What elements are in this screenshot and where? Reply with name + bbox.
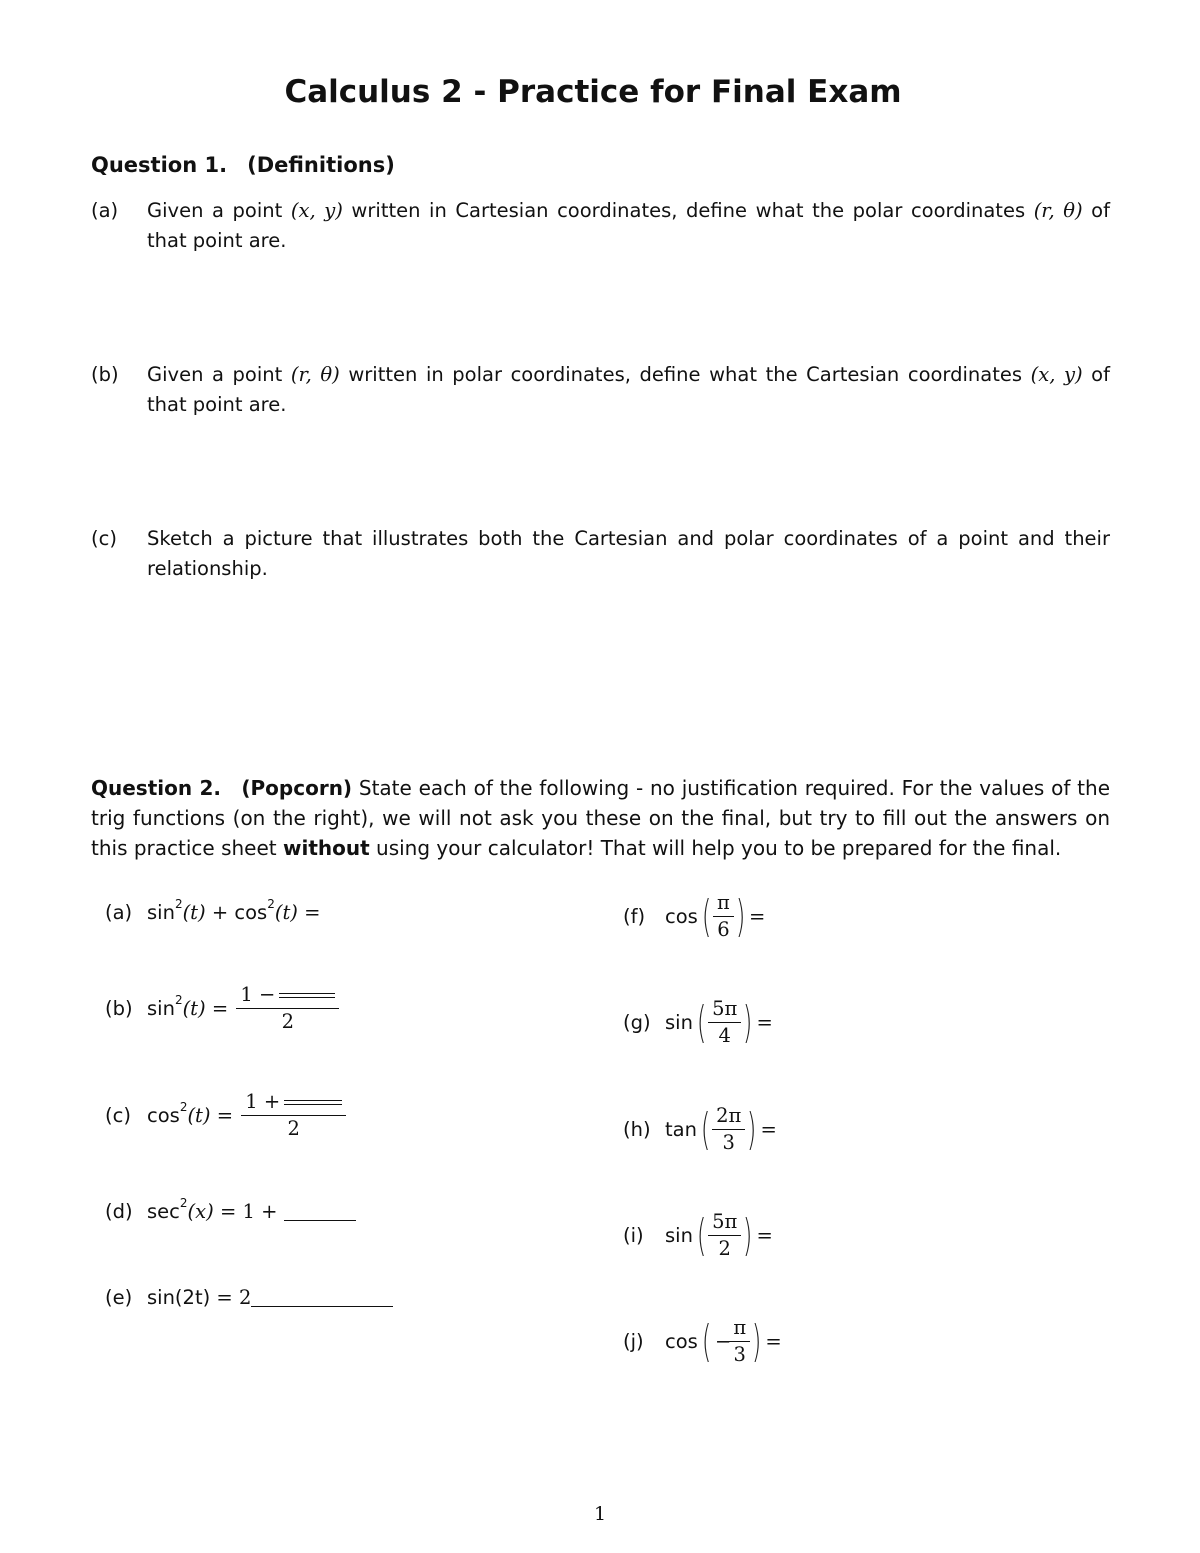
- equals-sign: =: [210, 1104, 240, 1127]
- question-2-intro: State each of the following - no justification required. For the values of the trig functions (on the right), we will not ask you these on the final, but try to fill out the answers on this practice sheet: [91, 776, 1110, 860]
- fn-name: cos: [665, 1330, 698, 1353]
- fraction-denominator: 3: [729, 1341, 750, 1366]
- left-paren: (: [701, 890, 712, 942]
- fraction-numerator: π: [716, 891, 730, 914]
- exponent: 2: [267, 896, 275, 911]
- equals-sign: =: [748, 905, 766, 928]
- equals-sign: =: [760, 1118, 777, 1141]
- item-label: (b): [105, 997, 133, 1020]
- question-1-heading: [91, 150, 395, 180]
- fraction: [731, 1317, 748, 1366]
- right-paren: ): [752, 1315, 762, 1367]
- q2-item-j: [623, 1317, 782, 1366]
- fn-arg: (x): [187, 1200, 214, 1223]
- item-label: (c): [105, 1104, 131, 1127]
- fraction-denominator: 3: [712, 1129, 745, 1154]
- fn-name: sin(2t): [147, 1286, 211, 1309]
- fraction: [714, 1105, 743, 1154]
- part-label: (a): [91, 199, 119, 222]
- q2-item-b: [105, 984, 341, 1033]
- page-number: 1: [593, 1503, 607, 1525]
- fraction: [238, 984, 337, 1033]
- item-label: (f): [623, 905, 646, 928]
- fraction-numerator: 2π: [716, 1104, 742, 1127]
- right-paren: ): [743, 1209, 753, 1261]
- item-label: (i): [623, 1224, 644, 1247]
- question-2-intro-bold: without: [282, 836, 370, 860]
- fraction-numerator: 1 +: [245, 1090, 281, 1113]
- fn-name: cos: [665, 905, 698, 928]
- fraction: [710, 998, 739, 1047]
- item-label: (h): [623, 1118, 651, 1141]
- answer-blank[interactable]: [251, 1302, 393, 1307]
- q2-item-g: [623, 998, 773, 1047]
- part-label: (c): [91, 527, 117, 550]
- part-text: of that point are.: [147, 199, 1110, 252]
- left-paren: (: [700, 1103, 711, 1155]
- fn-name: cos: [234, 901, 268, 924]
- fraction: [715, 892, 732, 941]
- fn-arg: (t): [182, 997, 206, 1020]
- question-2-heading: [91, 773, 1110, 863]
- fn-arg: (t): [182, 901, 206, 924]
- math-coord: (x, y): [290, 199, 343, 222]
- item-label: (g): [623, 1011, 651, 1034]
- fn-name: sin: [665, 1011, 693, 1034]
- answer-blank[interactable]: [284, 1100, 342, 1105]
- fn-name: sin: [665, 1224, 693, 1247]
- part-text: Given a point: [147, 199, 291, 222]
- fn-arg: (t): [187, 1104, 211, 1127]
- equals-sign: =: [765, 1330, 782, 1353]
- plus-sign: +: [205, 901, 235, 924]
- right-paren: ): [747, 1103, 757, 1155]
- part-text: written in polar coordinates, define what the Cartesian coordinates: [339, 363, 1031, 386]
- fn-name: sin: [147, 997, 175, 1020]
- fn-name: sec: [147, 1200, 180, 1223]
- part-text: Given a point: [147, 363, 291, 386]
- left-paren: (: [696, 996, 707, 1048]
- item-label: (e): [105, 1286, 133, 1309]
- exponent: 2: [174, 896, 183, 911]
- right-paren: ): [735, 890, 746, 942]
- fraction: [243, 1091, 344, 1140]
- fraction-numerator: 5π: [712, 1210, 738, 1233]
- fraction-denominator: 2: [241, 1115, 346, 1140]
- q2-item-h: [623, 1105, 777, 1154]
- q2-item-c: [105, 1091, 348, 1140]
- fraction: [710, 1211, 739, 1260]
- fn-name: cos: [147, 1104, 180, 1127]
- item-label: (a): [105, 901, 133, 924]
- question-1-topic: (Definitions): [247, 153, 395, 177]
- rhs-text: = 1 +: [213, 1200, 284, 1223]
- fraction-denominator: 4: [708, 1022, 741, 1047]
- rhs-text: = 2: [210, 1286, 252, 1309]
- math-coord: (r, θ): [290, 363, 340, 386]
- fraction-denominator: 6: [713, 916, 734, 941]
- right-paren: ): [743, 996, 753, 1048]
- fraction-denominator: 2: [708, 1235, 741, 1260]
- equals-sign: =: [205, 997, 235, 1020]
- q2-item-i: [623, 1211, 773, 1260]
- q2-item-e: [105, 1286, 393, 1309]
- fraction-numerator: 5π: [712, 997, 738, 1020]
- question-2-topic: (Popcorn): [241, 776, 353, 800]
- part-text: Sketch a picture that illustrates both the Cartesian and polar coordinates of a point and their relationship.: [147, 527, 1110, 580]
- exponent: 2: [174, 992, 183, 1007]
- question-2-label: Question 2.: [91, 776, 222, 800]
- left-paren: (: [696, 1209, 707, 1261]
- q2-item-d: [105, 1195, 356, 1223]
- part-text: written in Cartesian coordinates, define what the polar coordinates: [342, 199, 1034, 222]
- fraction-numerator: π: [733, 1316, 747, 1339]
- exponent: 2: [179, 1099, 188, 1114]
- part-label: (b): [91, 363, 119, 386]
- question-1-label: Question 1.: [91, 153, 228, 177]
- q2-item-f: [623, 892, 765, 941]
- q1-part-a: [91, 196, 1110, 258]
- fraction-denominator: 2: [236, 1008, 339, 1033]
- part-text: of that point are.: [147, 363, 1110, 416]
- equals-sign: =: [756, 1011, 773, 1034]
- left-paren: (: [701, 1315, 712, 1367]
- item-label: (d): [105, 1200, 133, 1223]
- equals-sign: =: [756, 1224, 773, 1247]
- item-label: (j): [623, 1330, 644, 1353]
- exponent: 2: [179, 1195, 188, 1210]
- fn-name: sin: [147, 901, 175, 924]
- q2-item-a: [105, 896, 321, 924]
- answer-blank[interactable]: [284, 1216, 356, 1221]
- page-title: Calculus 2 - Practice for Final Exam: [284, 74, 902, 110]
- question-2-intro-end: using your calculator! That will help you to be prepared for the final.: [369, 836, 1062, 860]
- fraction-numerator: 1 −: [240, 983, 276, 1006]
- answer-blank[interactable]: [279, 993, 335, 998]
- sign: −: [714, 1330, 732, 1353]
- math-coord: (r, θ): [1033, 199, 1083, 222]
- q1-part-b: [91, 360, 1110, 422]
- equals-sign: =: [297, 901, 321, 924]
- q1-part-c: [91, 524, 1110, 586]
- math-coord: (x, y): [1030, 363, 1083, 386]
- fn-name: tan: [665, 1118, 697, 1141]
- fn-arg: (t): [274, 901, 298, 924]
